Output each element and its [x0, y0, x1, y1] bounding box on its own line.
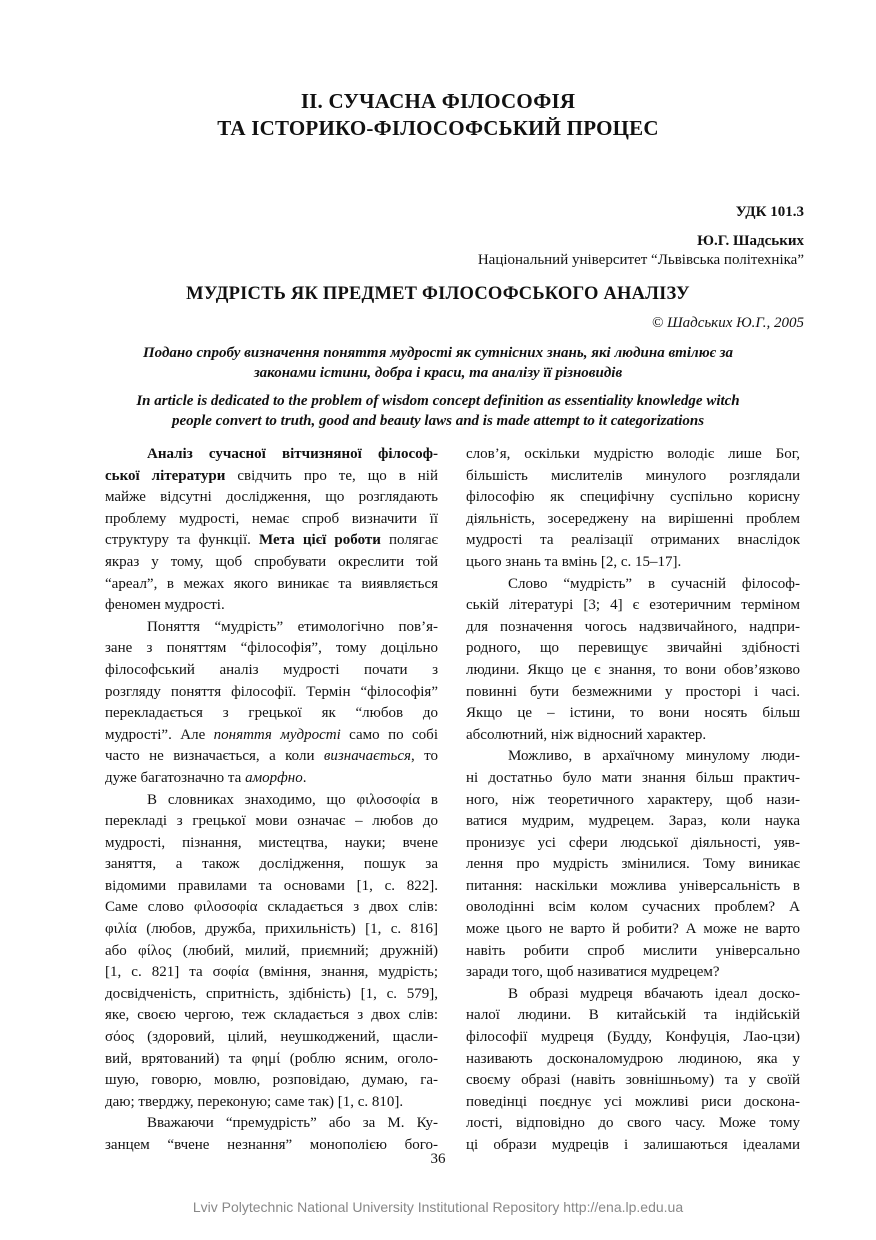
- text-line: поведінці поєднує усі можливі риси доскона-: [466, 1093, 800, 1110]
- text-line: [105, 725, 438, 747]
- text-line: питання: наскільки можлива універсальність в: [466, 877, 800, 894]
- text-line: вий, врятований) та φημί (роблю ясним, оголо-: [105, 1050, 438, 1067]
- paragraph: [466, 746, 800, 984]
- bold-text: ської літератури: [105, 467, 226, 484]
- bold-text: Мета цієї роботи: [259, 532, 381, 549]
- abstract-line: people convert to truth, good and beauty laws and is made attempt to it categorizations: [171, 413, 705, 429]
- text-span: структуру та функції.: [105, 532, 260, 549]
- text-line: [105, 466, 438, 488]
- text-line: слов’я, оскільки мудрістю володіє лише Бог,: [466, 446, 800, 462]
- text-line: абсолютний, ніж відносний характер.: [466, 726, 707, 743]
- text-line: заняття, а також дослідження, пошук за: [105, 856, 438, 873]
- text-line: Можливо, в архаїчному минулому люди-: [508, 748, 800, 765]
- text-line: або φίλος (любий, милий, приємний; дружній): [105, 942, 438, 959]
- text-line: оволодінні всім колом сучасних проблем? А: [466, 899, 800, 916]
- text-line: зане з поняттям “філософія”, тому доцільно: [105, 640, 438, 657]
- text-line: Вважаючи “премудрість” або за М. Ку-: [147, 1115, 438, 1132]
- text-line: майже відсутні дослідження, що розглядають: [105, 489, 438, 506]
- text-line: філософський аналіз мудрості почати з: [105, 661, 438, 678]
- text-line: може цього не варто й робити? А може не варто: [466, 921, 800, 938]
- paragraph: [466, 574, 800, 747]
- text-line: [1, с. 821] та σοφία (вміння, знання, мудрість;: [105, 964, 438, 981]
- text-line: перекладається з грецької як “любов до: [105, 705, 438, 722]
- text-line: мудрості, пізнання, мистецтва, науки; вчене: [105, 834, 438, 851]
- text-line: діяльність, зосереджену на вирішенні проблем: [466, 510, 800, 527]
- text-line: пронизує усі сфери людської діяльності, уяв-: [466, 834, 800, 851]
- paragraph: [105, 617, 438, 790]
- paragraph: [466, 984, 800, 1157]
- author-affiliation: Національний університет “Львівська політехніка”: [477, 252, 804, 268]
- text-line: даю; тверджу, переконую; саме так) [1, с. 810].: [105, 1093, 404, 1110]
- text-line: ватися мудрим, мудрецем. Зараз, коли наука: [466, 813, 800, 830]
- text-line: людини. Якщо це є знання, то вони обов’язково: [466, 661, 800, 678]
- text-line: [105, 746, 438, 768]
- text-line: розгляду поняття філософії. Термін “філософія”: [105, 683, 438, 700]
- text-line: якраз у тому, щоб спробувати окреслити той: [105, 553, 438, 570]
- text-line: ного, ніж теоретичного характеру, щоб нази-: [466, 791, 800, 808]
- text-span: мудрості”. Але: [105, 726, 214, 743]
- italic-text: визначається: [323, 748, 411, 765]
- text-line: цього знань та вмінь [2, с. 15–17].: [466, 553, 682, 570]
- text-line: заради того, щоб називатися мудрецем?: [466, 964, 720, 981]
- text-line: досвідченість, спритність, здібність) [1, с. 579],: [105, 985, 438, 1002]
- text-line: навіть робити спроб мислити універсально: [466, 942, 800, 959]
- repository-footer: Lviv Polytechnic National University Institutional Repository http://ena.lp.edu.ua: [192, 1199, 684, 1215]
- text-line: шую, говорю, мовлю, розповідаю, думаю, га-: [105, 1072, 438, 1089]
- italic-text: аморфно: [245, 769, 303, 786]
- text-line: Слово “мудрість” в сучасній філософ-: [508, 575, 800, 592]
- section-heading: [0, 88, 876, 142]
- text-span: свідчить про те, що в ній: [225, 467, 438, 484]
- text-line: своєму образі (навіть зовнішньому) та у своїй: [466, 1072, 800, 1089]
- text-line: [105, 530, 438, 552]
- text-line: називають досконаломудрою людиною, яка у: [466, 1050, 800, 1067]
- section-heading-line: ТА ІСТОРИКО-ФІЛОСОФСЬКИЙ ПРОЦЕС: [217, 116, 659, 140]
- text-line: більшість мислителів минулого розглядали: [466, 467, 800, 484]
- text-span: дуже багатозначно та: [105, 769, 246, 786]
- abstract-ukrainian: [100, 343, 776, 383]
- left-column: [105, 444, 438, 1157]
- page-number: 36: [430, 1151, 446, 1167]
- text-span: полягає: [380, 532, 438, 549]
- text-line: σόος (здоровий, цілий, неушкоджений, щасли-: [105, 1029, 438, 1046]
- text-line: [105, 444, 438, 466]
- text-line: “ареал”, в межах якого виникає та виявляється: [105, 575, 438, 592]
- text-line: Саме слово φιλοσοφία складається з двох слів:: [105, 899, 438, 916]
- text-line: ці образи мудреців і залишаються ідеалами: [466, 1137, 800, 1153]
- text-line: відомими правилами та основами [1, с. 822].: [105, 877, 438, 894]
- text-span: .: [302, 769, 307, 786]
- text-line: проблему мудрості, немає спроб визначити її: [105, 510, 438, 527]
- text-line: повинні бути безмежними у просторі і часі.: [466, 683, 800, 700]
- text-line: ні достатньо було мати знання більш практич-: [466, 769, 800, 786]
- text-line: [105, 768, 438, 790]
- paragraph: [466, 444, 800, 574]
- abstract-line: In article is dedicated to the problem of wisdom concept definition as essentiality knowledge witch: [136, 393, 740, 409]
- text-line: В образі мудреця вбачають ідеал доско-: [508, 985, 800, 1002]
- section-heading-line: ІІ. СУЧАСНА ФІЛОСОФІЯ: [300, 89, 576, 113]
- text-line: Якщо це – істини, то вони носять більш: [466, 705, 800, 722]
- author-name: Ю.Г. Шадських: [697, 233, 804, 249]
- abstract-line: законами істини, добра і краси, та аналізу її різновидів: [253, 365, 623, 381]
- paragraph: [105, 444, 438, 617]
- copyright-notice: © Шадських Ю.Г., 2005: [651, 315, 804, 331]
- text-line: лення про мудрість змінилися. Тому виникає: [466, 856, 800, 873]
- right-column: [466, 444, 800, 1157]
- text-span: часто не визначається, а коли: [105, 748, 324, 765]
- abstract-line: Подано спробу визначення поняття мудрості як сутнісних знань, які людина втілює за: [142, 345, 733, 361]
- bold-text: Аналіз сучасної вітчизняної філософ-: [147, 446, 438, 462]
- text-span: , то: [410, 748, 438, 765]
- text-line: феномен мудрості.: [105, 597, 225, 614]
- text-line: перекладі з грецької мови означає – любов до: [105, 813, 438, 830]
- text-line: налої людини. В китайській та індійській: [466, 1007, 800, 1024]
- text-line: φιλία (любов, дружба, прихильність) [1, с. 816]: [105, 921, 438, 938]
- text-line: ській літературі [3; 4] є езотеричним терміном: [466, 597, 800, 614]
- text-line: для позначення чогось надзвичайного, надпри-: [466, 618, 800, 635]
- text-line: яке, своєю чергою, теж складається з двох слів:: [105, 1007, 438, 1024]
- text-span: само по собі: [340, 726, 438, 743]
- abstract-english: [100, 391, 776, 431]
- paragraph: [105, 790, 438, 1114]
- text-line: філософію як специфічну суспільно корисну: [466, 489, 800, 506]
- text-line: Поняття “мудрість” етимологічно пов’я-: [147, 618, 438, 635]
- text-line: мудрості та реалізації отриманих внаслідок: [466, 532, 800, 549]
- udk-code: УДК 101.3: [735, 204, 804, 220]
- text-line: занцем “вчене незнання” монополією бого-: [105, 1137, 438, 1153]
- text-line: філософії мудреця (Будду, Конфуція, Лао-цзи): [466, 1029, 800, 1046]
- text-line: родного, що перевищує звичайні здібності: [466, 640, 800, 657]
- text-line: лості, відповідно до свого часу. Може тому: [466, 1115, 800, 1132]
- italic-text: поняття мудрості: [213, 726, 341, 743]
- text-line: В словниках знаходимо, що φιλοσοφία в: [147, 791, 438, 808]
- article-title: МУДРІСТЬ ЯК ПРЕДМЕТ ФІЛОСОФСЬКОГО АНАЛІЗУ: [186, 284, 690, 304]
